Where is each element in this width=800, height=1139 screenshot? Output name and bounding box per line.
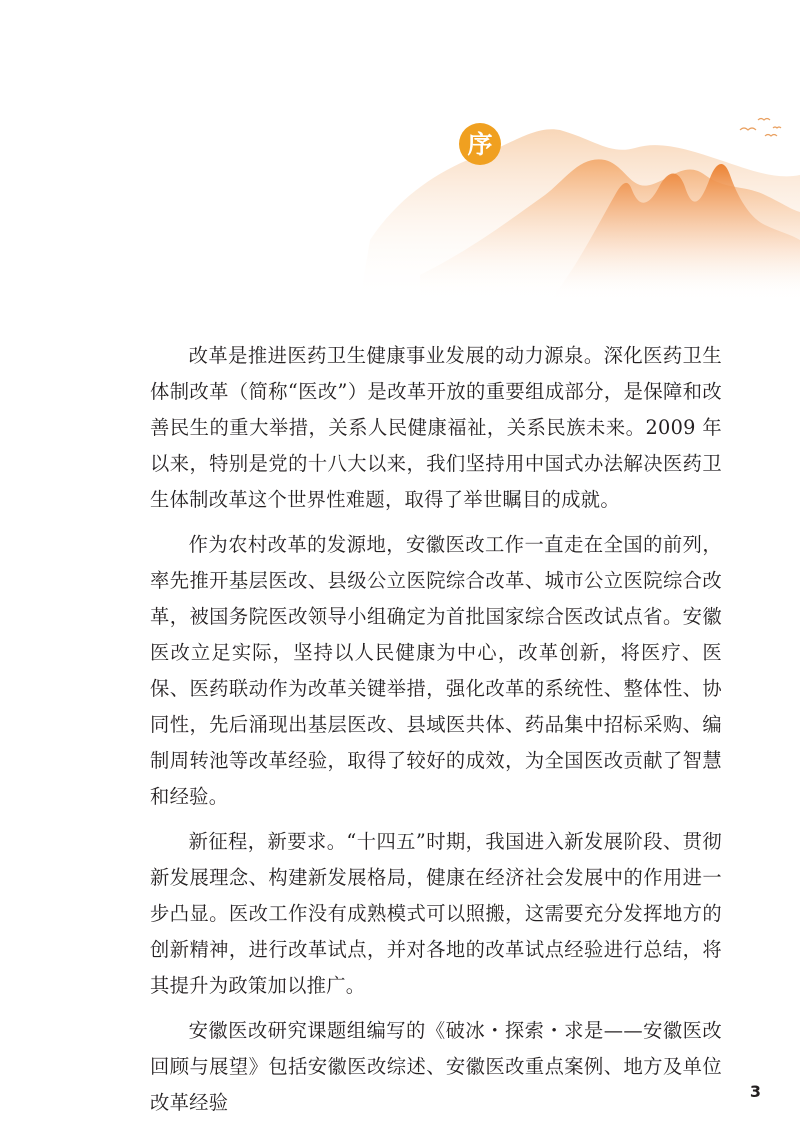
page-number: 3 (749, 1082, 761, 1101)
mountain-landscape-illustration (360, 100, 800, 300)
preface-title: 序 (467, 129, 493, 159)
flying-birds (740, 119, 781, 137)
preface-badge (459, 123, 501, 165)
paragraph: 新征程，新要求。“十四五”时期，我国进入新发展阶段、贯彻新发展理念、构建新发展格局，健康在经济社会发展中的作用进一步凸显。医改工作没有成熟模式可以照搬，这需要充分发挥地方的创新精神，进行改革试点，并对各地的改革试点经验进行总结，将其提升为政策加以推广。 (150, 830, 722, 997)
preface-body (150, 338, 722, 1130)
paragraph: 作为农村改革的发源地，安徽医改工作一直走在全国的前列，率先推开基层医改、县级公立医院综合改革、城市公立医院综合改革，被国务院医改领导小组确定为首批国家综合医改试点省。安徽医改立足实际，坚持以人民健康为中心，改革创新，将医疗、医保、医药联动作为改革关键举措，强化改革的系统性、整体性、协同性，先后涌现出基层医改、县域医共体、药品集中招标采购、编制周转池等改革经验，取得了较好的成效，为全国医改贡献了智慧和经验。 (150, 533, 722, 808)
paragraph: 安徽医改研究课题组编写的《破冰・探索・求是——安徽医改回顾与展望》包括安徽医改综述、安徽医改重点案例、地方及单位改革经验 (150, 1019, 722, 1114)
paragraph: 改革是推进医药卫生健康事业发展的动力源泉。深化医药卫生体制改革（简称“医改”）是改革开放的重要组成部分，是保障和改善民生的重大举措，关系人民健康福祉，关系民族未来。2009 年以来，特别是党的十八大以来，我们坚持用中国式办法解决医药卫生体制改革这个世界性难题，取得了举世瞩目的成就。 (150, 344, 722, 511)
